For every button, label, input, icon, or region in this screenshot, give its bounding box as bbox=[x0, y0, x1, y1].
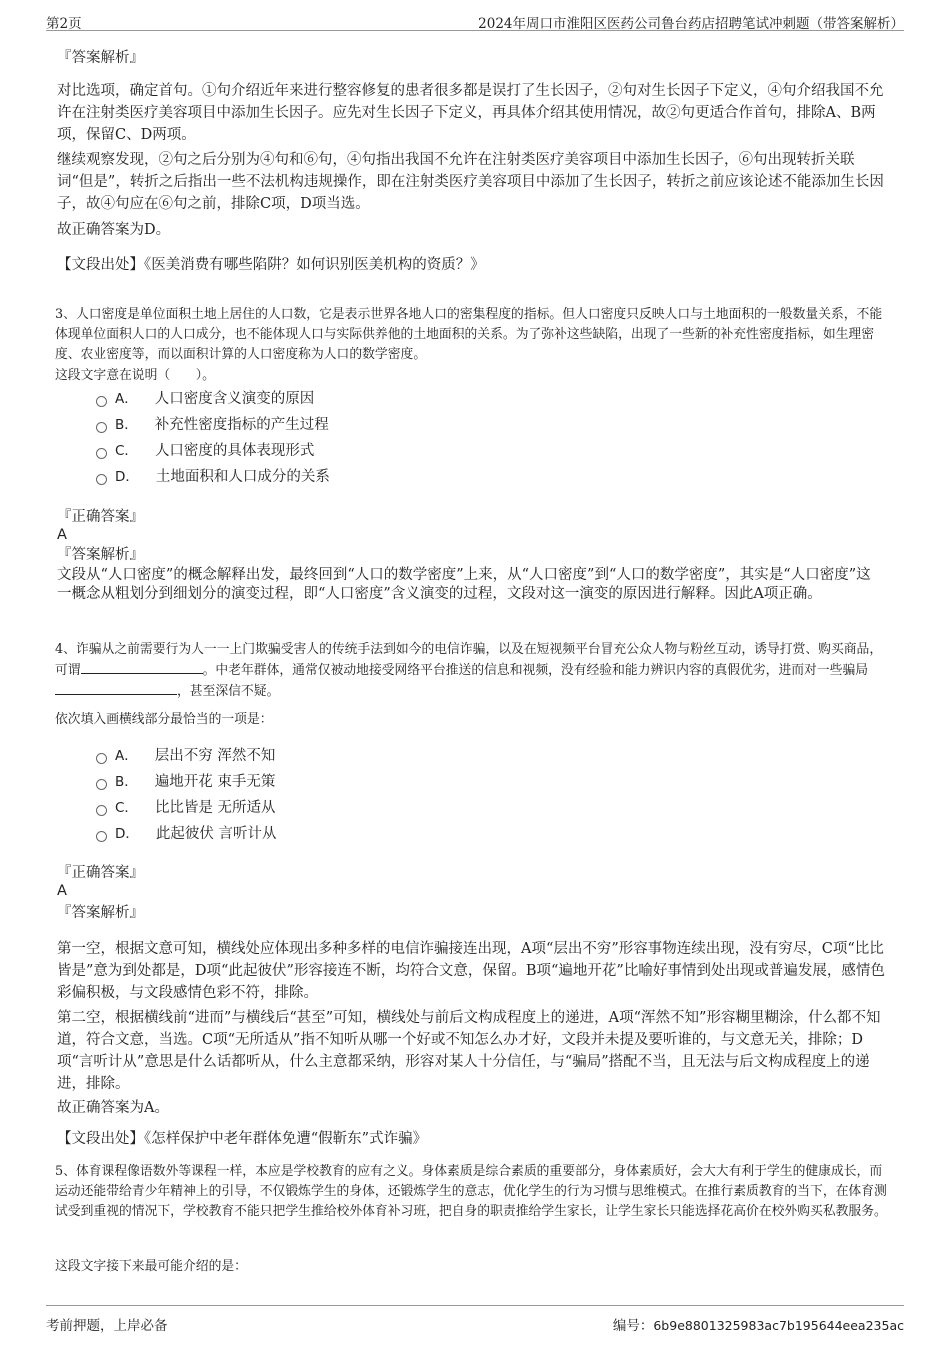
page-header bbox=[46, 8, 904, 31]
q3-prompt: 这段文字意在说明（ ）。 bbox=[55, 368, 215, 383]
q4-conclusion: 故正确答案为A。 bbox=[57, 1100, 169, 1116]
q3-stem: 3、人口密度是单位面积土地上居住的人口数，它是表示世界各地人口的密集程度的指标。但人口密度只反映人口与土地面积的一般数量关系，不能体现单位面积人口的人口成分，也不能体现人口与实际供养他的土地面积的关系。为了弥补这些缺陷，出现了一些新的补充性密度指标，如生理密度、农业密度等，而以面积计算的人口密度称为人口的数学密度。 bbox=[55, 307, 883, 362]
radio-icon[interactable] bbox=[96, 831, 107, 842]
radio-icon[interactable] bbox=[96, 448, 107, 459]
q5-prompt: 这段文字接下来最可能介绍的是： bbox=[55, 1259, 247, 1274]
q4-option-c[interactable]: C． 比比皆是 无所适从 bbox=[96, 795, 277, 821]
radio-icon[interactable] bbox=[96, 422, 107, 433]
q4-answer: A bbox=[57, 883, 67, 899]
q5-stem: 5、体育课程像语数外等课程一样，本应是学校教育的应有之义。身体素质是综合素质的重要部分，身体素质好，会大大有利于学生的健康成长，而运动还能带给青少年精神上的引导，不仅锻炼学生的身体，还锻炼学生的意志，优化学生的行为习惯与思维模式。在推行素质教育的当下，在体育测试受到重视的情况下，学校教育不能只把学生推给校外体育补习班，把自身的职责推给学生家长，让学生家长只能选择花高价在校外购买私教服务。 bbox=[55, 1164, 887, 1219]
document-code: 编号：6b9e8801325983ac7b195644eea235ac bbox=[612, 1318, 904, 1334]
q4-options bbox=[96, 743, 277, 847]
q4-prompt: 依次填入画横线部分最恰当的一项是： bbox=[55, 712, 273, 727]
page-footer bbox=[46, 1305, 904, 1334]
q3-option-c[interactable]: C． 人口密度的具体表现形式 bbox=[96, 438, 330, 464]
q3-answer-label: 『正确答案』 bbox=[57, 509, 144, 525]
q3-option-a[interactable]: A． 人口密度含义演变的原因 bbox=[96, 386, 330, 412]
document-title: 2024年周口市淮阳区医药公司鲁台药店招聘笔试冲刺题（带答案解析） bbox=[478, 16, 904, 32]
radio-icon[interactable] bbox=[96, 753, 107, 764]
q3-option-d[interactable]: D． 土地面积和人口成分的关系 bbox=[96, 464, 330, 490]
q4-option-d[interactable]: D． 此起彼伏 言听计从 bbox=[96, 821, 277, 847]
radio-icon[interactable] bbox=[96, 779, 107, 790]
q2-analysis-para2: 继续观察发现，②句之后分别为④句和⑥句，④句指出我国不允许在注射类医疗美容项目中添加生长因子，⑥句出现转折关联词“但是”，转折之后指出一些不法机构违规操作，即在注射类医疗美容项目中添加了生长因子，转折之前应该论述不能添加生长因子，故④句应在⑥句之前，排除C项，D项当选。 bbox=[57, 152, 884, 212]
radio-icon[interactable] bbox=[96, 474, 107, 485]
q2-analysis-para1: 对比选项，确定首句。①句介绍近年来进行整容修复的患者很多都是误打了生长因子，②句对生长因子下定义，④句介绍我国不允许在注射类医疗美容项目中添加生长因子。应先对生长因子下定义，再具体介绍其使用情况，故②句更适合作首句，排除A、B两项，保留C、D两项。 bbox=[57, 83, 884, 143]
radio-icon[interactable] bbox=[96, 805, 107, 816]
fill-blank-1 bbox=[81, 660, 203, 674]
q2-conclusion: 故正确答案为D。 bbox=[57, 222, 171, 238]
q4-option-b[interactable]: B． 遍地开花 束手无策 bbox=[96, 769, 277, 795]
q4-analysis-para2: 第二空，根据横线前“进而”与横线后“甚至”可知，横线处与前后文构成程度上的递进，A项“浑然不知”形容糊里糊涂，什么都不知道，符合文意，当选。C项“无所适从”指不知听从哪一个好或不知怎么办才好，文段并未提及要听谁的，与文意无关，排除；D项“言听计从”意思是什么话都听从，什么主意都采纳，形容对某人十分信任，与“骗局”搭配不当，且无法与后文构成程度上的递进，排除。 bbox=[57, 1010, 881, 1092]
q3-analysis: 文段从“人口密度”的概念解释出发，最终回到“人口的数学密度”上来，从“人口密度”到“人口的数学密度”，其实是“人口密度”这一概念从粗划分到细划分的演变过程，即“人口密度”含义演变的过程，文段对这一演变的原因进行解释。因此A项正确。 bbox=[57, 567, 871, 602]
fill-blank-2 bbox=[55, 681, 177, 695]
q2-analysis-label: 『答案解析』 bbox=[57, 50, 144, 66]
q3-options bbox=[96, 386, 330, 490]
q3-option-b[interactable]: B． 补充性密度指标的产生过程 bbox=[96, 412, 330, 438]
footer-slogan: 考前押题，上岸必备 bbox=[46, 1318, 168, 1334]
page-number: 第2页 bbox=[46, 16, 82, 32]
q3-analysis-label: 『答案解析』 bbox=[57, 547, 144, 563]
q4-option-a[interactable]: A． 层出不穷 浑然不知 bbox=[96, 743, 277, 769]
q4-analysis-para1: 第一空，根据文意可知，横线处应体现出多种多样的电信诈骗接连出现，A项“层出不穷”形容事物连续出现，没有穷尽，C项“比比皆是”意为到处都是，D项“此起彼伏”形容接连不断，均符合文意，保留。B项“遍地开花”比喻好事情到处出现或普遍发展，感情色彩偏积极，与文段感情色彩不符，排除。 bbox=[57, 941, 885, 1001]
q3-answer: A bbox=[57, 527, 67, 543]
q2-source: 【文段出处】《医美消费有哪些陷阱？如何识别医美机构的资质？》 bbox=[57, 257, 485, 273]
q4-answer-label: 『正确答案』 bbox=[57, 865, 144, 881]
q4-source: 【文段出处】《怎样保护中老年群体免遭“假靳东”式诈骗》 bbox=[57, 1131, 428, 1147]
radio-icon[interactable] bbox=[96, 396, 107, 407]
q4-analysis-label: 『答案解析』 bbox=[57, 905, 144, 921]
q4-stem: 4、诈骗从之前需要行为人一一上门欺骗受害人的传统手法到如今的电信诈骗，以及在短视频平台冒充公众人物与粉丝互动，诱导打赏、购买商品，可谓 。中老年群体，通常仅被动地接受网络平台推送的信息和视频，没有经验和能力辨识内容的真假优劣，进而对一些骗局，甚至深信不疑。 bbox=[55, 642, 883, 699]
